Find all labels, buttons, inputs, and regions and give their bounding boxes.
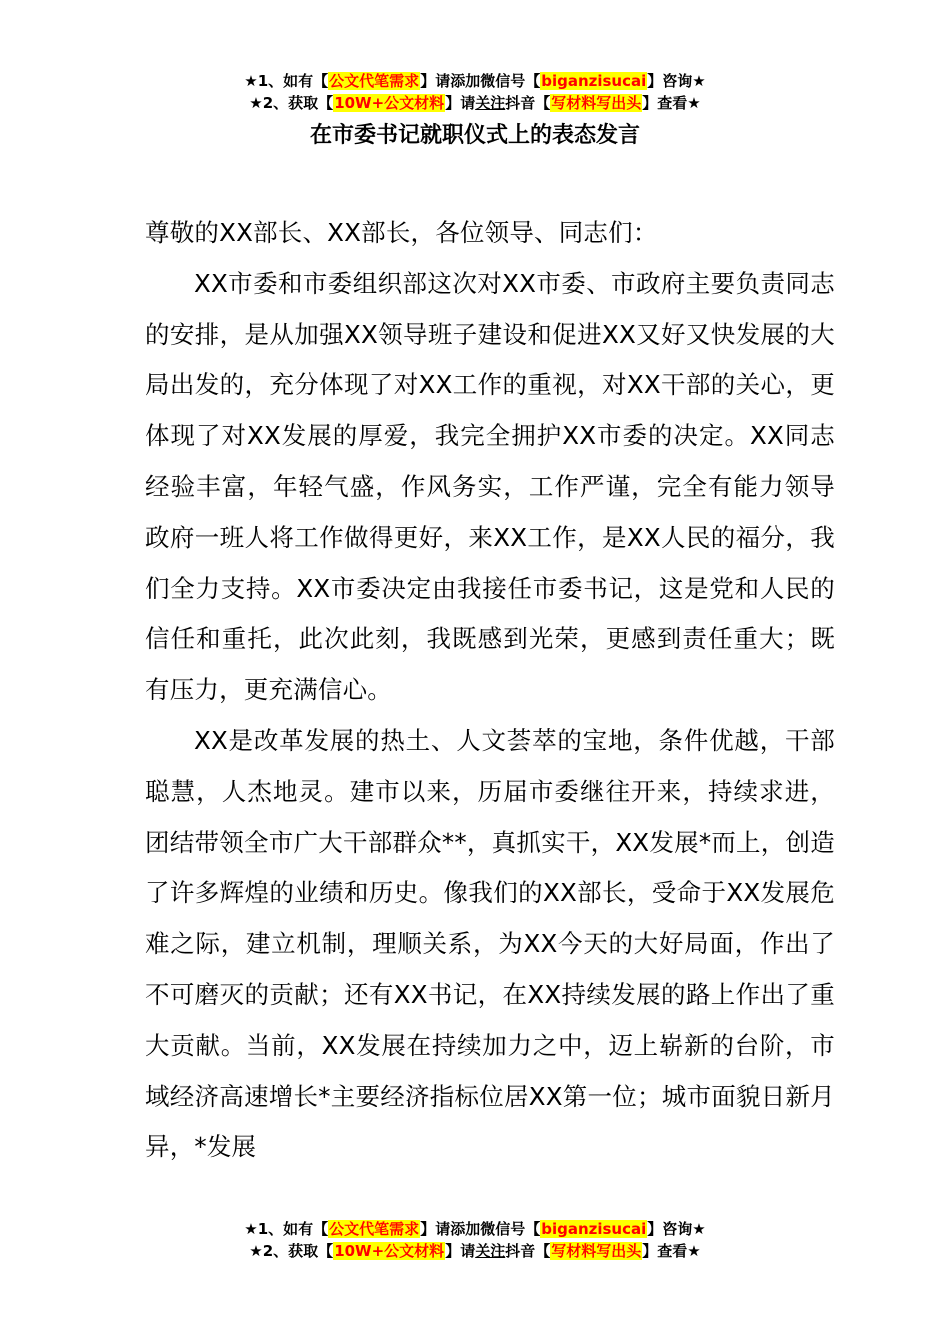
highlight-service: 公文代笔需求	[329, 72, 420, 90]
document-title: 在市委书记就职仪式上的表态发言	[309, 123, 640, 148]
promo-line-1: ★1、如有【公文代笔需求】请添加微信号【biganzisucai】咨询★	[244, 72, 706, 90]
promo-banner-top	[0, 70, 950, 114]
promo-line-2: ★2、获取【10W+公文材料】请关注抖音【写材料写出头】查看★	[249, 94, 701, 112]
highlight-douyin-account: 写材料写出头	[551, 1242, 642, 1260]
highlight-douyin-account: 写材料写出头	[551, 94, 642, 112]
promo-line-2: ★2、获取【10W+公文材料】请关注抖音【写材料写出头】查看★	[249, 1242, 701, 1260]
highlight-materials: 10W+公文材料	[334, 94, 445, 112]
highlight-wechat-id: biganzisucai	[541, 72, 647, 90]
promo-line-1: ★1、如有【公文代笔需求】请添加微信号【biganzisucai】咨询★	[244, 1220, 706, 1238]
promo-banner-bottom	[0, 1218, 950, 1262]
highlight-wechat-id: biganzisucai	[541, 1220, 647, 1238]
document-body	[145, 208, 835, 1173]
salutation: 尊敬的XX部长、XX部长，各位领导、同志们：	[145, 218, 658, 247]
highlight-materials: 10W+公文材料	[334, 1242, 445, 1260]
paragraph: XX是改革发展的热土、人文荟萃的宝地，条件优越，干部聪慧，人杰地灵。建市以来，历届市委继往开来，持续求进，团结带领全市广大干部群众**，真抓实干，XX发展*而上，创造了许多辉煌的业绩和历史。像我们的XX部长，受命于XX发展危难之际，建立机制，理顺关系，为XX今天的大好局面，作出了不可磨灭的贡献；还有XX书记，在XX持续发展的路上作出了重大贡献。当前，XX发展在持续加力之中，迈上崭新的台阶，市域经济高速增长*主要经济指标位居XX第一位；城市面貌日新月异，*发展	[145, 725, 835, 1162]
highlight-service: 公文代笔需求	[329, 1220, 420, 1238]
paragraph: XX市委和市委组织部这次对XX市委、市政府主要负责同志的安排，是从加强XX领导班子建设和促进XX又好又快发展的大局出发的，充分体现了对XX工作的重视，对XX干部的关心，更体现了对XX发展的厚爱，我完全拥护XX市委的决定。XX同志经验丰富，年轻气盛，作风务实，工作严谨，完全有能力领导政府一班人将工作做得更好，来XX工作，是XX人民的福分，我们全力支持。XX市委决定由我接任市委书记，这是党和人民的信任和重托，此次此刻，我既感到光荣，更感到责任重大；既有压力，更充满信心。	[145, 268, 835, 705]
